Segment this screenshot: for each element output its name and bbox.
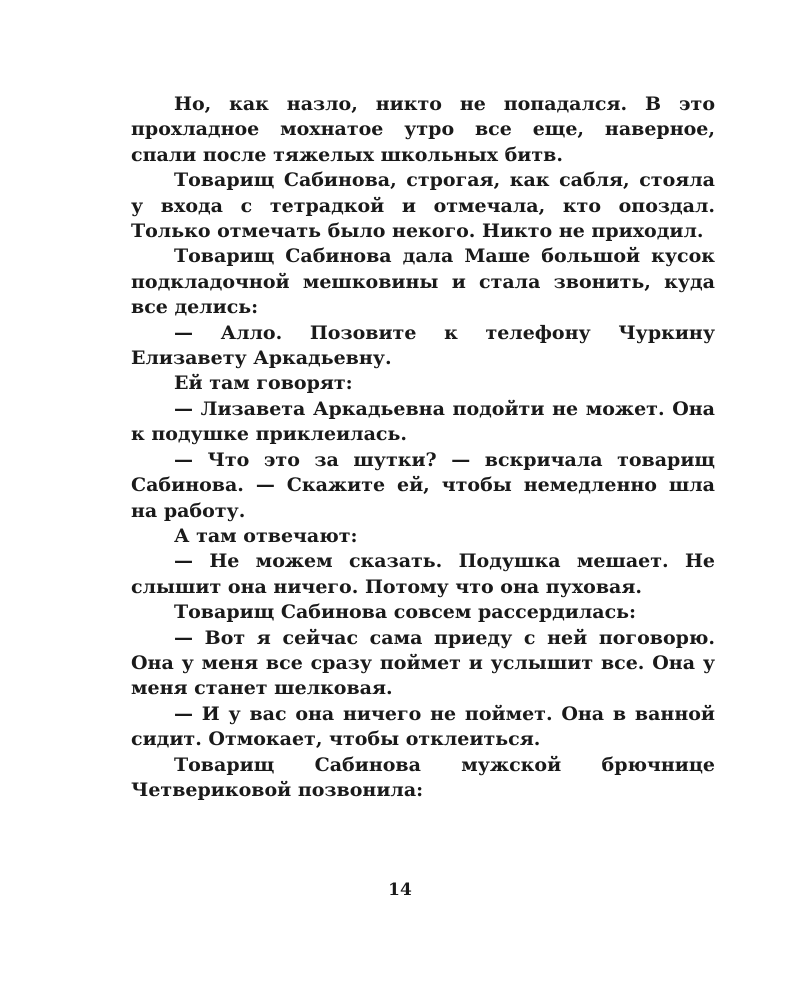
paragraph: Товарищ Сабинова совсем рассердилась: bbox=[174, 601, 637, 624]
page-body bbox=[131, 92, 715, 803]
page-number: 14 bbox=[388, 880, 412, 900]
paragraph: А там отвечают: bbox=[174, 524, 358, 547]
paragraph: Товарищ Сабинова дала Маше большой кусок подкладочной мешковины и стала звонить, куда все делись: bbox=[131, 245, 715, 319]
paragraph: — И у вас она ничего не поймет. Она в ванной сидит. Отмокает, чтобы отклеиться. bbox=[131, 702, 715, 751]
paragraph: Ей там говорят: bbox=[174, 372, 353, 395]
paragraph: — Алло. Позовите к телефону Чуркину Елизавету Аркадьевну. bbox=[131, 321, 715, 370]
paragraph: — Не можем сказать. Подушка мешает. Не слышит она ничего. Потому что она пуховая. bbox=[131, 550, 715, 598]
paragraph: Товарищ Сабинова мужской брючнице Четвериковой позвонила: bbox=[131, 753, 715, 801]
paragraph: — Вот я сейчас сама приеду с ней поговорю. Она у меня все сразу поймет и услышит все. Она у меня станет шелковая. bbox=[131, 626, 715, 700]
paragraph: Товарищ Сабинова, строгая, как сабля, стояла у входа с тетрадкой и отмечала, кто опоздал. Только отмечать было некого. Никто не приходил. bbox=[131, 169, 715, 243]
paragraph: Но, как назло, никто не попадался. В это прохладное мохнатое утро все еще, наверное, спали после тяжелых школьных битв. bbox=[131, 93, 715, 166]
paragraph: — Лизавета Аркадьевна подойти не может. Она к подушке приклеилась. bbox=[131, 397, 715, 446]
paragraph: — Что это за шутки? — вскричала товарищ Сабинова. — Скажите ей, чтобы немедленно шла на работу. bbox=[131, 448, 715, 522]
